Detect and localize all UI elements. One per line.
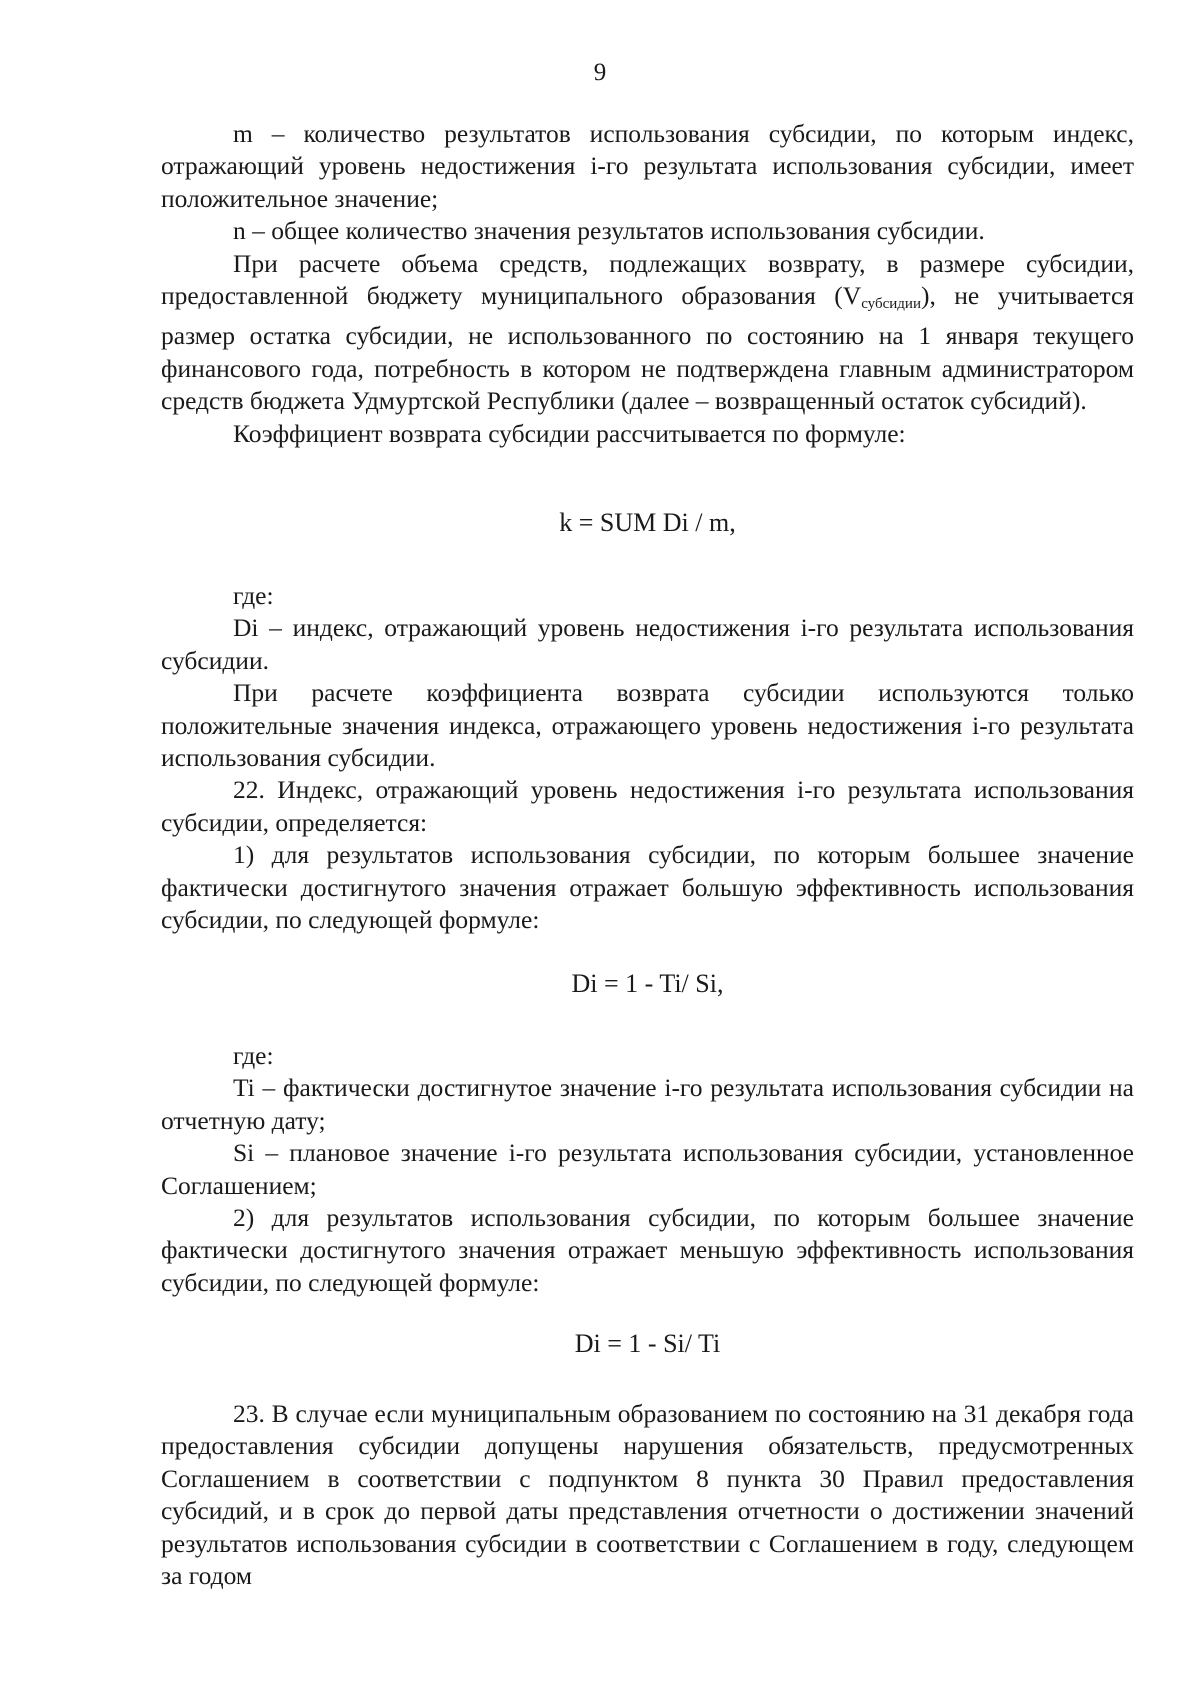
formula-di-case-2: Di = 1 - Si/ Ti <box>574 1329 721 1358</box>
text-block-2 <box>161 580 1134 936</box>
paragraph-m-definition: m – количество результатов использования субсидии, по которым индекс, отражающий уровень недостижения i-го результата использования субсидии, имеет положительное значение; <box>161 119 1134 213</box>
where-label: где: <box>233 1041 274 1070</box>
paragraph-volume-calculation <box>161 248 1134 418</box>
page-number: 9 <box>593 59 607 86</box>
text-block-4 <box>161 1398 1134 1592</box>
paragraph-volume-text-end: ), не учитывается размер остатка субсидии, не использованного по состоянию на 1 января текущего финансового года, потребность в котором не подтверждена главным администратором средств бюджета Удмуртской Республики (далее – возвращенный остаток субсидий). <box>161 281 1134 416</box>
paragraph-si-definition: Si – плановое значение i-го результата использования субсидии, установленное Соглашением; <box>161 1138 1134 1200</box>
paragraph-ti-definition: Ti – фактически достигнутое значение i-го результата использования субсидии на отчетную дату; <box>161 1073 1134 1135</box>
text-block-3 <box>161 1040 1134 1299</box>
paragraph-case-2: 2) для результатов использования субсидии, по которым большее значение фактически достигнутого значения отражает меньшую эффективность использования субсидии, по следующей формуле: <box>161 1203 1134 1297</box>
paragraph-case-1: 1) для результатов использования субсидии, по которым большее значение фактически достигнутого значения отражает большую эффективность использования субсидии, по следующей формуле: <box>161 840 1134 935</box>
text-block-1 <box>161 118 1134 450</box>
paragraph-n-definition: n – общее количество значения результатов использования субсидии. <box>233 216 985 246</box>
paragraph-volume-text-start: При расчете объема средств, подлежащих возврату, в размере субсидии, предоставленной бюджету муниципального образования (V <box>161 248 1134 311</box>
subscript-subsidy: субсидии <box>861 296 921 313</box>
paragraph-item-23: 23. В случае если муниципальным образованием по состоянию на 31 декабря года предоставления субсидии допущены нарушения обязательств, предусмотренных Соглашением в соответствии с подпунктом 8 пункта 30 Правил предоставления субсидий, и в срок до первой даты представления отчетности о достижении значений результатов использования субсидии в соответствии с Соглашением в году, следующем за годом <box>161 1399 1134 1591</box>
paragraph-positive-values: При расчете коэффициента возврата субсидии используются только положительные значения индекса, отражающего уровень недостижения i-го результата использования субсидии. <box>161 678 1134 773</box>
formula-coefficient: k = SUM Di / m, <box>559 508 736 537</box>
paragraph-coefficient-intro: Коэффициент возврата субсидии рассчитывается по формуле: <box>233 418 906 448</box>
paragraph-item-22: 22. Индекс, отражающий уровень недостижения i-го результата использования субсидии, определяется: <box>161 775 1134 837</box>
formula-di-case-1: Di = 1 - Ti/ Si, <box>571 969 724 998</box>
where-label: где: <box>233 581 274 610</box>
paragraph-di-definition: Di – индекс, отражающий уровень недостижения i-го результата использования субсидии. <box>161 613 1134 675</box>
